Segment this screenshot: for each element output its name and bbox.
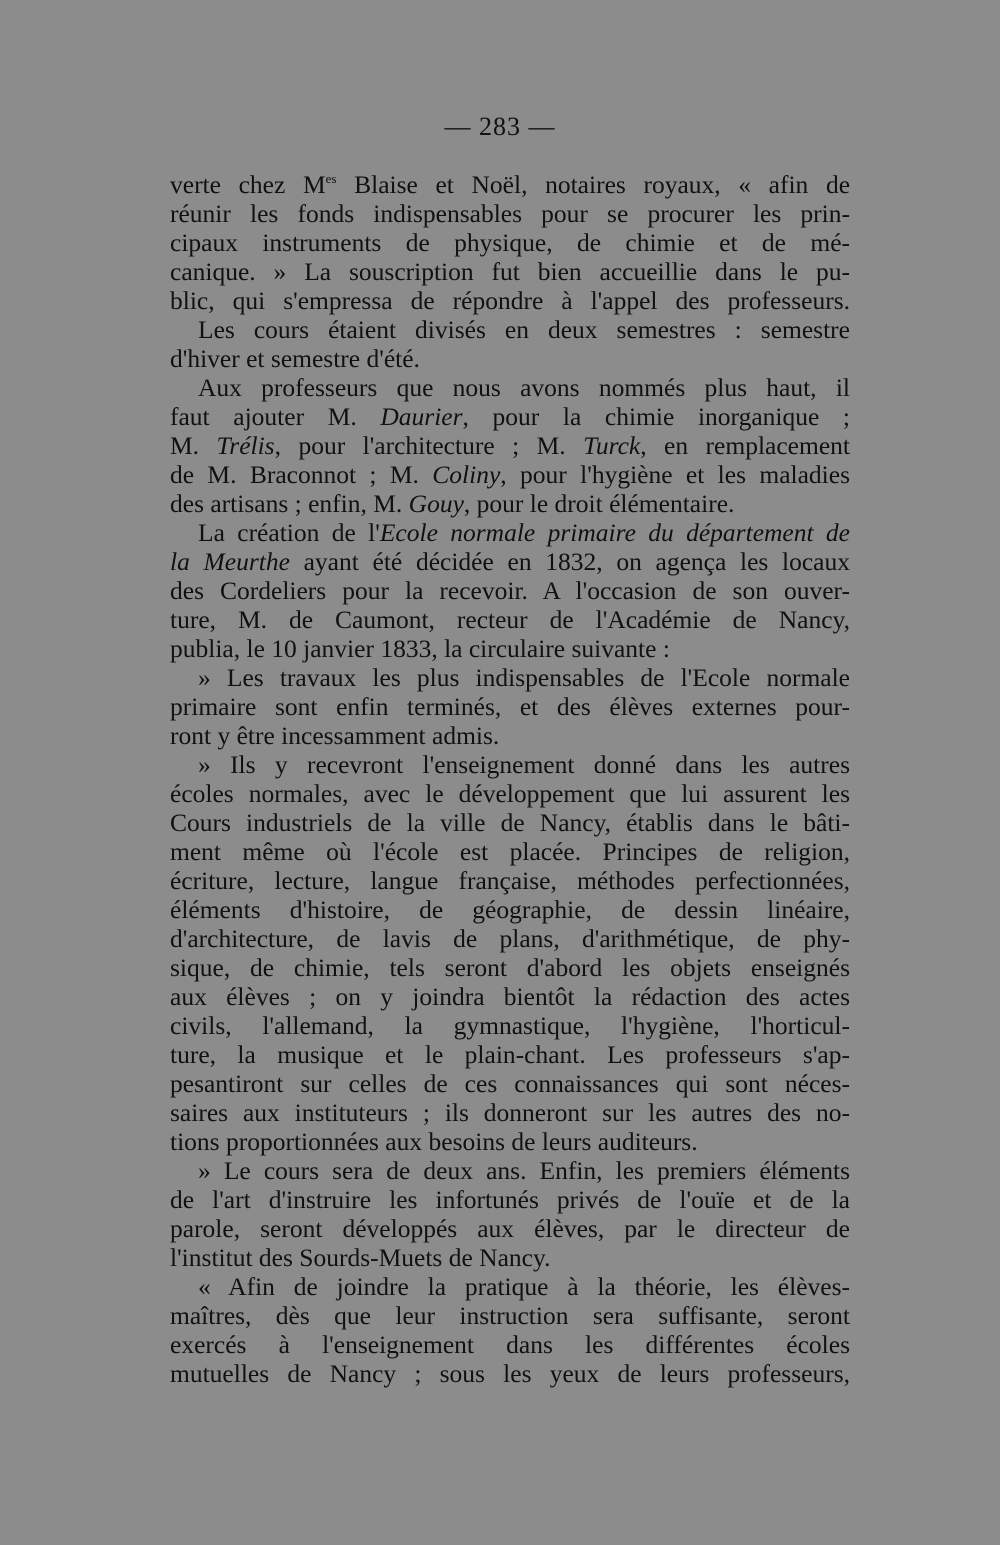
text-line (170, 518, 850, 547)
text-line (170, 1098, 850, 1127)
text-span: d'architecture, de lavis de plans, d'arithmétique, de phy- (170, 924, 850, 953)
text-line (170, 1359, 850, 1388)
text-span: civils, l'allemand, la gymnastique, l'hygiène, l'horticul- (170, 1011, 850, 1040)
text-line (170, 170, 850, 199)
text-span: tions proportionnées aux besoins de leurs auditeurs. (170, 1127, 698, 1156)
text-span: » Les travaux les plus indispensables de l'Ecole normale (198, 663, 850, 692)
text-line (170, 199, 850, 228)
text-span: ment même où l'école est placée. Principes de religion, (170, 837, 850, 866)
text-line (170, 895, 850, 924)
text-span: verte chez M (170, 170, 326, 199)
text-line (170, 866, 850, 895)
text-line (170, 1040, 850, 1069)
text-span: de M. Braconnot ; M. (170, 460, 433, 489)
text-span: maîtres, dès que leur instruction sera suffisante, seront (170, 1301, 850, 1330)
text-span: exercés à l'enseignement dans les différentes écoles (170, 1330, 850, 1359)
text-line (170, 344, 850, 373)
text-span: cipaux instruments de physique, de chimie et de mé- (170, 228, 850, 257)
text-span: » Ils y recevront l'enseignement donné dans les autres (198, 750, 850, 779)
text-line (170, 489, 850, 518)
italic-text: Turck (583, 431, 641, 460)
italic-text: Gouy (408, 489, 464, 518)
text-span: » Le cours sera de deux ans. Enfin, les premiers éléments (198, 1156, 850, 1185)
text-span: d'hiver et semestre d'été. (170, 344, 420, 373)
text-line (170, 1127, 850, 1156)
text-line (170, 547, 850, 576)
text-span: faut ajouter M. (170, 402, 381, 431)
text-line (170, 402, 850, 431)
text-span: , pour le droit élémentaire. (463, 489, 735, 518)
text-span: sique, de chimie, tels seront d'abord les objets enseignés (170, 953, 850, 982)
italic-text: Coliny (432, 460, 501, 489)
text-line (170, 373, 850, 402)
text-span: éléments d'histoire, de géographie, de dessin linéaire, (170, 895, 850, 924)
body-text (170, 170, 850, 1388)
text-span: Aux professeurs que nous avons nommés plus haut, il (198, 373, 850, 402)
text-span: ayant été décidée en 1832, on agença les locaux (289, 547, 850, 576)
text-span: , pour l'hygiène et les maladies (500, 460, 850, 489)
text-line (170, 634, 850, 663)
text-line (170, 1301, 850, 1330)
text-line (170, 315, 850, 344)
text-line (170, 576, 850, 605)
text-line (170, 692, 850, 721)
italic-text: Trélis (216, 431, 275, 460)
italic-text: Ecole normale primaire du département de (379, 518, 850, 547)
text-span: des artisans ; enfin, M. (170, 489, 409, 518)
text-line (170, 1214, 850, 1243)
text-line (170, 837, 850, 866)
text-span: des Cordeliers pour la recevoir. A l'occasion de son ouver- (170, 576, 850, 605)
text-line (170, 605, 850, 634)
text-span: , pour l'architecture ; M. (274, 431, 584, 460)
text-span: saires aux instituteurs ; ils donneront sur les autres des no- (170, 1098, 850, 1127)
text-line (170, 286, 850, 315)
text-span: écoles normales, avec le développement que lui assurent les (170, 779, 850, 808)
text-line (170, 953, 850, 982)
text-line (170, 228, 850, 257)
text-span: ront y être incessamment admis. (170, 721, 500, 750)
text-line (170, 779, 850, 808)
text-line (170, 460, 850, 489)
text-span: primaire sont enfin terminés, et des élèves externes pour- (170, 692, 850, 721)
text-span: mutuelles de Nancy ; sous les yeux de leurs professeurs, (170, 1359, 850, 1388)
superscript: es (325, 171, 337, 186)
text-line (170, 924, 850, 953)
text-line (170, 257, 850, 286)
text-line (170, 1185, 850, 1214)
text-span: Cours industriels de la ville de Nancy, établis dans le bâti- (170, 808, 850, 837)
text-span: écriture, lecture, langue française, méthodes perfectionnées, (170, 866, 850, 895)
italic-text: la Meurthe (170, 547, 290, 576)
text-span: « Afin de joindre la pratique à la théorie, les élèves- (198, 1272, 850, 1301)
text-line (170, 1011, 850, 1040)
text-span: publia, le 10 janvier 1833, la circulaire suivante : (170, 634, 670, 663)
text-span: l'institut des Sourds-Muets de Nancy. (170, 1243, 551, 1272)
text-span: ture, M. de Caumont, recteur de l'Académie de Nancy, (170, 605, 850, 634)
text-span: Blaise et Noël, notaires royaux, « afin de (336, 170, 850, 199)
text-span: aux élèves ; on y joindra bientôt la rédaction des actes (170, 982, 850, 1011)
text-span: ture, la musique et le plain-chant. Les professeurs s'ap- (170, 1040, 850, 1069)
italic-text: Daurier (380, 402, 463, 431)
text-span: Les cours étaient divisés en deux semestres : semestre (198, 315, 850, 344)
text-line (170, 663, 850, 692)
text-line (170, 808, 850, 837)
text-span: , pour la chimie inorganique ; (462, 402, 850, 431)
text-span: pesantiront sur celles de ces connaissances qui sont néces- (170, 1069, 850, 1098)
text-line (170, 1069, 850, 1098)
text-span: La création de l' (198, 518, 380, 547)
text-line (170, 1272, 850, 1301)
text-span: réunir les fonds indispensables pour se procurer les prin- (170, 199, 850, 228)
text-span: M. (170, 431, 217, 460)
text-span: blic, qui s'empressa de répondre à l'appel des professeurs. (170, 286, 850, 315)
text-line (170, 431, 850, 460)
text-line (170, 1156, 850, 1185)
text-line (170, 982, 850, 1011)
text-line (170, 750, 850, 779)
text-span: canique. » La souscription fut bien accueillie dans le pu- (170, 257, 850, 286)
page-number: — 283 — (444, 112, 556, 141)
text-line (170, 1330, 850, 1359)
text-span: de l'art d'instruire les infortunés privés de l'ouïe et de la (170, 1185, 850, 1214)
text-line (170, 1243, 850, 1272)
text-line (170, 721, 850, 750)
text-span: , en remplacement (640, 431, 850, 460)
text-span: parole, seront développés aux élèves, par le directeur de (170, 1214, 850, 1243)
